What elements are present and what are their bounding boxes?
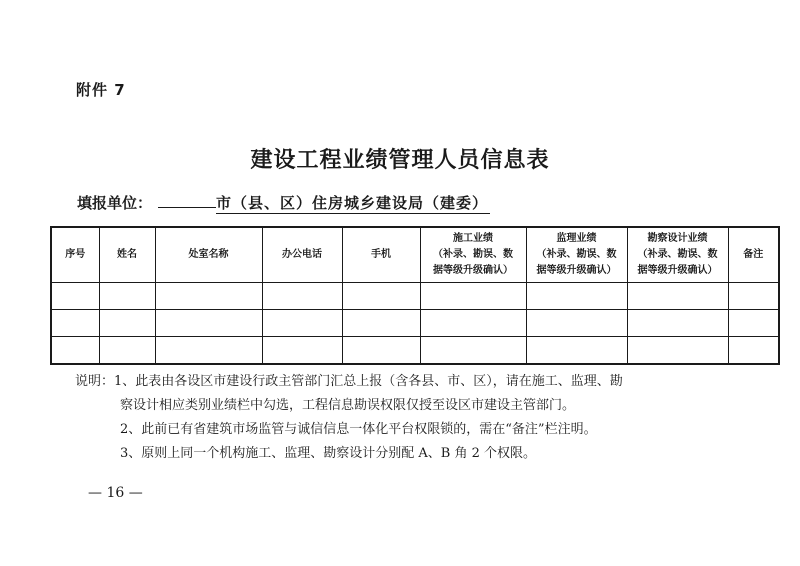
table-cell[interactable] (627, 310, 728, 337)
table-cell[interactable] (99, 337, 155, 365)
table-row (51, 283, 779, 310)
header-survey-design (627, 227, 728, 283)
table-cell[interactable] (420, 337, 526, 365)
table-cell[interactable] (99, 283, 155, 310)
note-line-1-continued: 察设计相应类别业绩栏中勾选，工程信息勘误权限仅授至设区市建设主管部门。 (120, 398, 576, 413)
note-line-2: 2、此前已有省建筑市场监管与诚信信息一体化平台权限锁的，需在“备注”栏注明。 (120, 422, 597, 437)
table-header-row (51, 227, 779, 283)
header-mobile: 手机 (342, 227, 420, 283)
table-cell[interactable] (51, 283, 99, 310)
table-cell[interactable] (155, 310, 262, 337)
table-cell[interactable] (155, 337, 262, 365)
header-department: 处室名称 (155, 227, 262, 283)
table-cell[interactable] (342, 310, 420, 337)
header-office-phone: 办公电话 (262, 227, 342, 283)
table-row (51, 337, 779, 365)
table-cell[interactable] (262, 283, 342, 310)
header-supervision-sub2: 据等级升级确认） (536, 265, 617, 276)
table-cell[interactable] (526, 337, 627, 365)
table-cell[interactable] (262, 310, 342, 337)
table-row (51, 310, 779, 337)
header-supervision-title: 监理业绩 (556, 233, 597, 244)
header-construction (420, 227, 526, 283)
table-cell[interactable] (51, 337, 99, 365)
note-line-1: 说明：1、此表由各设区市建设行政主管部门汇总上报（含各县、市、区），请在施工、监理、勘 (75, 374, 623, 389)
table-cell[interactable] (342, 283, 420, 310)
header-survey-design-title: 勘察设计业绩 (647, 233, 708, 244)
table-cell[interactable] (51, 310, 99, 337)
header-supervision (526, 227, 627, 283)
fill-unit-value: 市（县、区）住房城乡建设局（建委） (216, 194, 489, 212)
table-cell[interactable] (342, 337, 420, 365)
fill-unit-row (77, 192, 490, 214)
table-cell[interactable] (262, 337, 342, 365)
header-seq: 序号 (51, 227, 99, 283)
table-cell[interactable] (99, 310, 155, 337)
table-cell[interactable] (526, 283, 627, 310)
header-construction-title: 施工业绩 (453, 233, 493, 244)
table-cell[interactable] (526, 310, 627, 337)
header-construction-sub1: （补录、勘误、数 (433, 249, 513, 260)
table-cell[interactable] (728, 283, 779, 310)
personnel-info-table (50, 226, 780, 365)
header-construction-sub2: 据等级升级确认） (433, 265, 513, 276)
header-survey-design-sub2: 据等级升级确认） (637, 265, 718, 276)
attachment-label: 附件 7 (76, 81, 126, 99)
page-number: — 16 — (88, 485, 143, 501)
header-supervision-sub1: （补录、勘误、数 (536, 249, 617, 260)
table-cell[interactable] (420, 310, 526, 337)
table-cell[interactable] (728, 337, 779, 365)
table-cell[interactable] (420, 283, 526, 310)
header-survey-design-sub1: （补录、勘误、数 (637, 249, 718, 260)
table-cell[interactable] (155, 283, 262, 310)
document-title: 建设工程业绩管理人员信息表 (250, 147, 550, 173)
fill-unit-blank (158, 193, 216, 208)
table-cell[interactable] (627, 337, 728, 365)
table-cell[interactable] (728, 310, 779, 337)
fill-unit-label: 填报单位： (77, 194, 153, 212)
header-remarks: 备注 (728, 227, 779, 283)
table-cell[interactable] (627, 283, 728, 310)
notes-section (75, 370, 715, 466)
note-line-3: 3、原则上同一个机构施工、监理、勘察设计分别配 A、B 角 2 个权限。 (120, 446, 537, 461)
header-name: 姓名 (99, 227, 155, 283)
